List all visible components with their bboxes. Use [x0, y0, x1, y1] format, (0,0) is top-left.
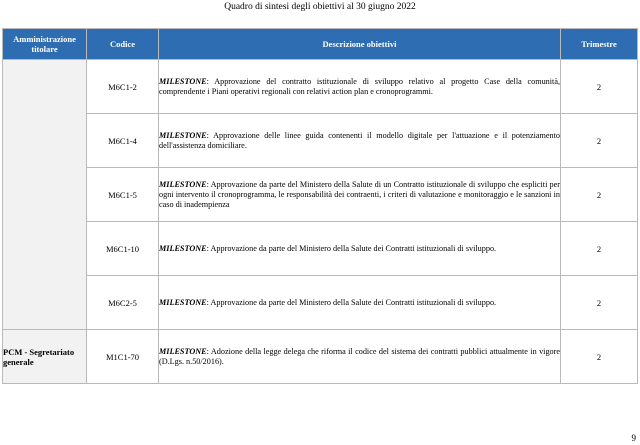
description-text: : Approvazione delle linee guida contenenti il modello digitale per l'attuazione e il potenziamento dell'assistenza domiciliare.	[159, 130, 560, 150]
table-row	[3, 168, 638, 222]
description-text: : Approvazione del contratto istituzionale di sviluppo relativo al progetto Case della comunità, comprendente i Piani operativi regionali con relativi action plan e cronoprogrammi.	[159, 76, 560, 96]
header-description: Descrizione obiettivi	[159, 29, 561, 60]
header-quarter: Trimestre	[561, 29, 638, 60]
admin-cell: PCM - Segretariato generale	[3, 330, 87, 384]
description-cell	[159, 60, 561, 114]
description-cell	[159, 330, 561, 384]
table-header-row	[3, 29, 638, 60]
table-row	[3, 222, 638, 276]
milestone-label: MILESTONE	[159, 346, 207, 356]
description-cell	[159, 114, 561, 168]
description-cell	[159, 168, 561, 222]
description-text: : Approvazione da parte del Ministero della Salute dei Contratti istituzionali di sviluppo.	[206, 243, 497, 253]
milestone-label: MILESTONE	[159, 243, 207, 253]
milestone-label: MILESTONE	[159, 130, 207, 140]
table-row	[3, 114, 638, 168]
header-admin: Amministrazione titolare	[3, 29, 87, 60]
table-row	[3, 276, 638, 330]
description-text: : Adozione della legge delega che riforma il codice del sistema dei contratti pubblici attualmente in vigore (D.Lgs. n.50/2016).	[159, 346, 560, 366]
page-number: 9	[631, 433, 636, 443]
page-title: Quadro di sintesi degli obiettivi al 30 giugno 2022	[224, 2, 416, 12]
quarter-cell: 2	[561, 330, 638, 384]
header-code: Codice	[87, 29, 159, 60]
milestone-label: MILESTONE	[159, 179, 207, 189]
admin-cell	[3, 60, 87, 330]
quarter-cell: 2	[561, 168, 638, 222]
quarter-cell: 2	[561, 60, 638, 114]
table-row	[3, 60, 638, 114]
description-text: : Approvazione da parte del Ministero della Salute di un Contratto istituzionale di sviluppo che espliciti per ogni intervento il cronoprogramma, le responsabilità dei contraenti, i criteri di valutazione e monitoraggio e le sanzioni in caso di inadempienza	[159, 179, 560, 209]
code-cell: M6C2-5	[87, 276, 159, 330]
code-cell: M6C1-4	[87, 114, 159, 168]
objectives-table	[2, 28, 638, 384]
quarter-cell: 2	[561, 114, 638, 168]
quarter-cell: 2	[561, 276, 638, 330]
quarter-cell: 2	[561, 222, 638, 276]
table-row	[3, 330, 638, 384]
code-cell: M1C1-70	[87, 330, 159, 384]
code-cell: M6C1-2	[87, 60, 159, 114]
milestone-label: MILESTONE	[159, 297, 207, 307]
code-cell: M6C1-5	[87, 168, 159, 222]
milestone-label: MILESTONE	[159, 76, 207, 86]
description-text: : Approvazione da parte del Ministero della Salute dei Contratti istituzionali di sviluppo.	[206, 297, 497, 307]
description-cell	[159, 276, 561, 330]
code-cell: M6C1-10	[87, 222, 159, 276]
description-cell	[159, 222, 561, 276]
